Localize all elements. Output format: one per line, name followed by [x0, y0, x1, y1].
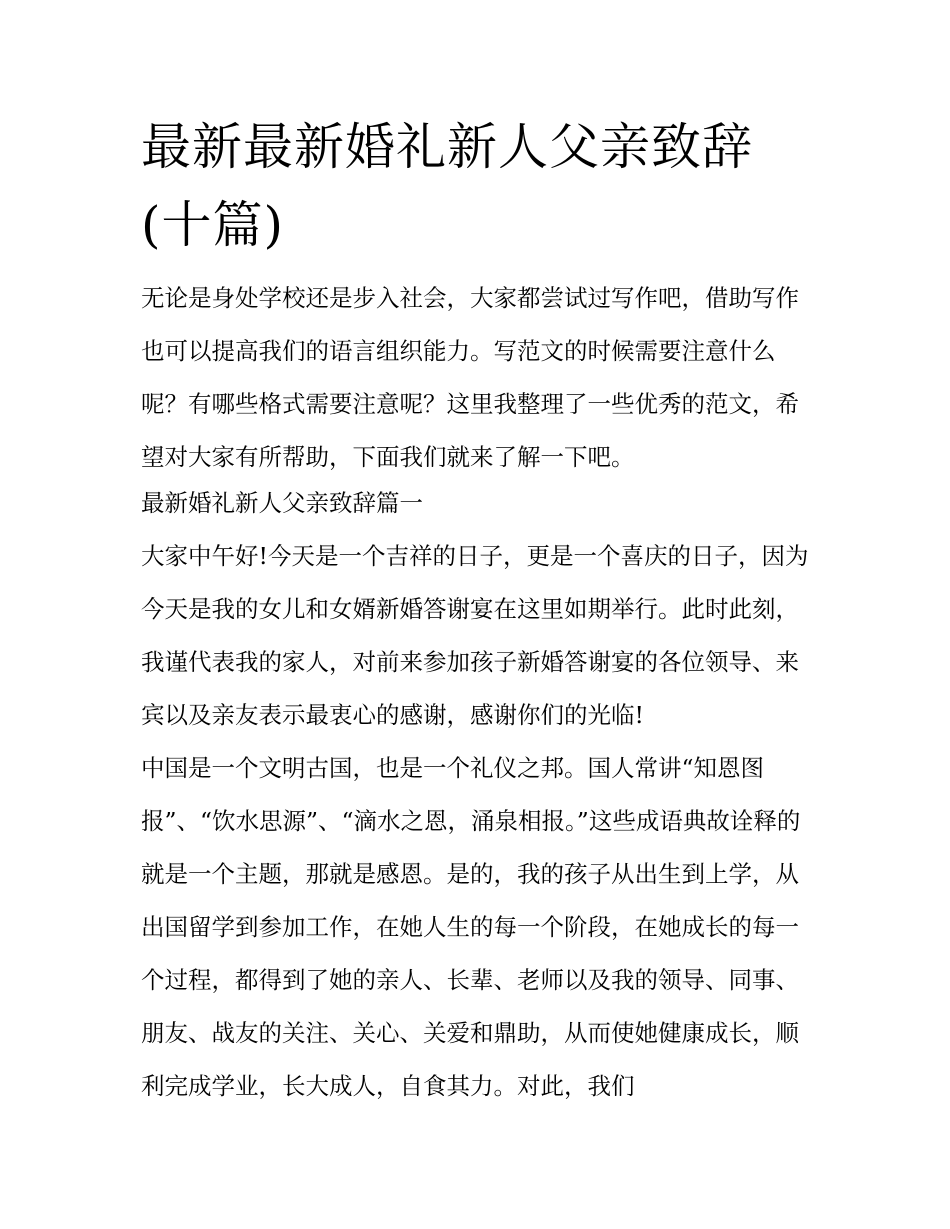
section-heading: 最新婚礼新人父亲致辞篇一 [141, 489, 423, 517]
speech-paragraph-1: 大家中午好!今天是一个吉祥的日子，更是一个喜庆的日子，因为今天是我的女儿和女婿新婚答谢宴在这里如期举行。此时此刻，我谨代表我的家人，对前来参加孩子新婚答谢宴的各位领导、来宾以及亲友表示最衷心的感谢，感谢你们的光临! [141, 542, 809, 729]
intro-paragraph: 无论是身处学校还是步入社会，大家都尝试过写作吧，借助写作也可以提高我们的语言组织能力。写范文的时候需要注意什么呢？有哪些格式需要注意呢？这里我整理了一些优秀的范文，希望对大家有所帮助，下面我们就来了解一下吧。 [141, 284, 799, 471]
document-title: 最新最新婚礼新人父亲致辞(十篇) [141, 118, 753, 254]
speech-paragraph-2: 中国是一个文明古国，也是一个礼仪之邦。国人常讲“知恩图报”、“饮水思源”、“滴水之恩，涌泉相报。”这些成语典故诠释的就是一个主题，那就是感恩。是的，我的孩子从出生到上学，从出国留学到参加工作，在她人生的每一个阶段，在她成长的每一个过程，都得到了她的亲人、长辈、老师以及我的领导、同事、朋友、战友的关注、关心、关爱和鼎助，从而使她健康成长，顺利完成学业，长大成人，自食其力。对此，我们 [141, 754, 801, 1100]
